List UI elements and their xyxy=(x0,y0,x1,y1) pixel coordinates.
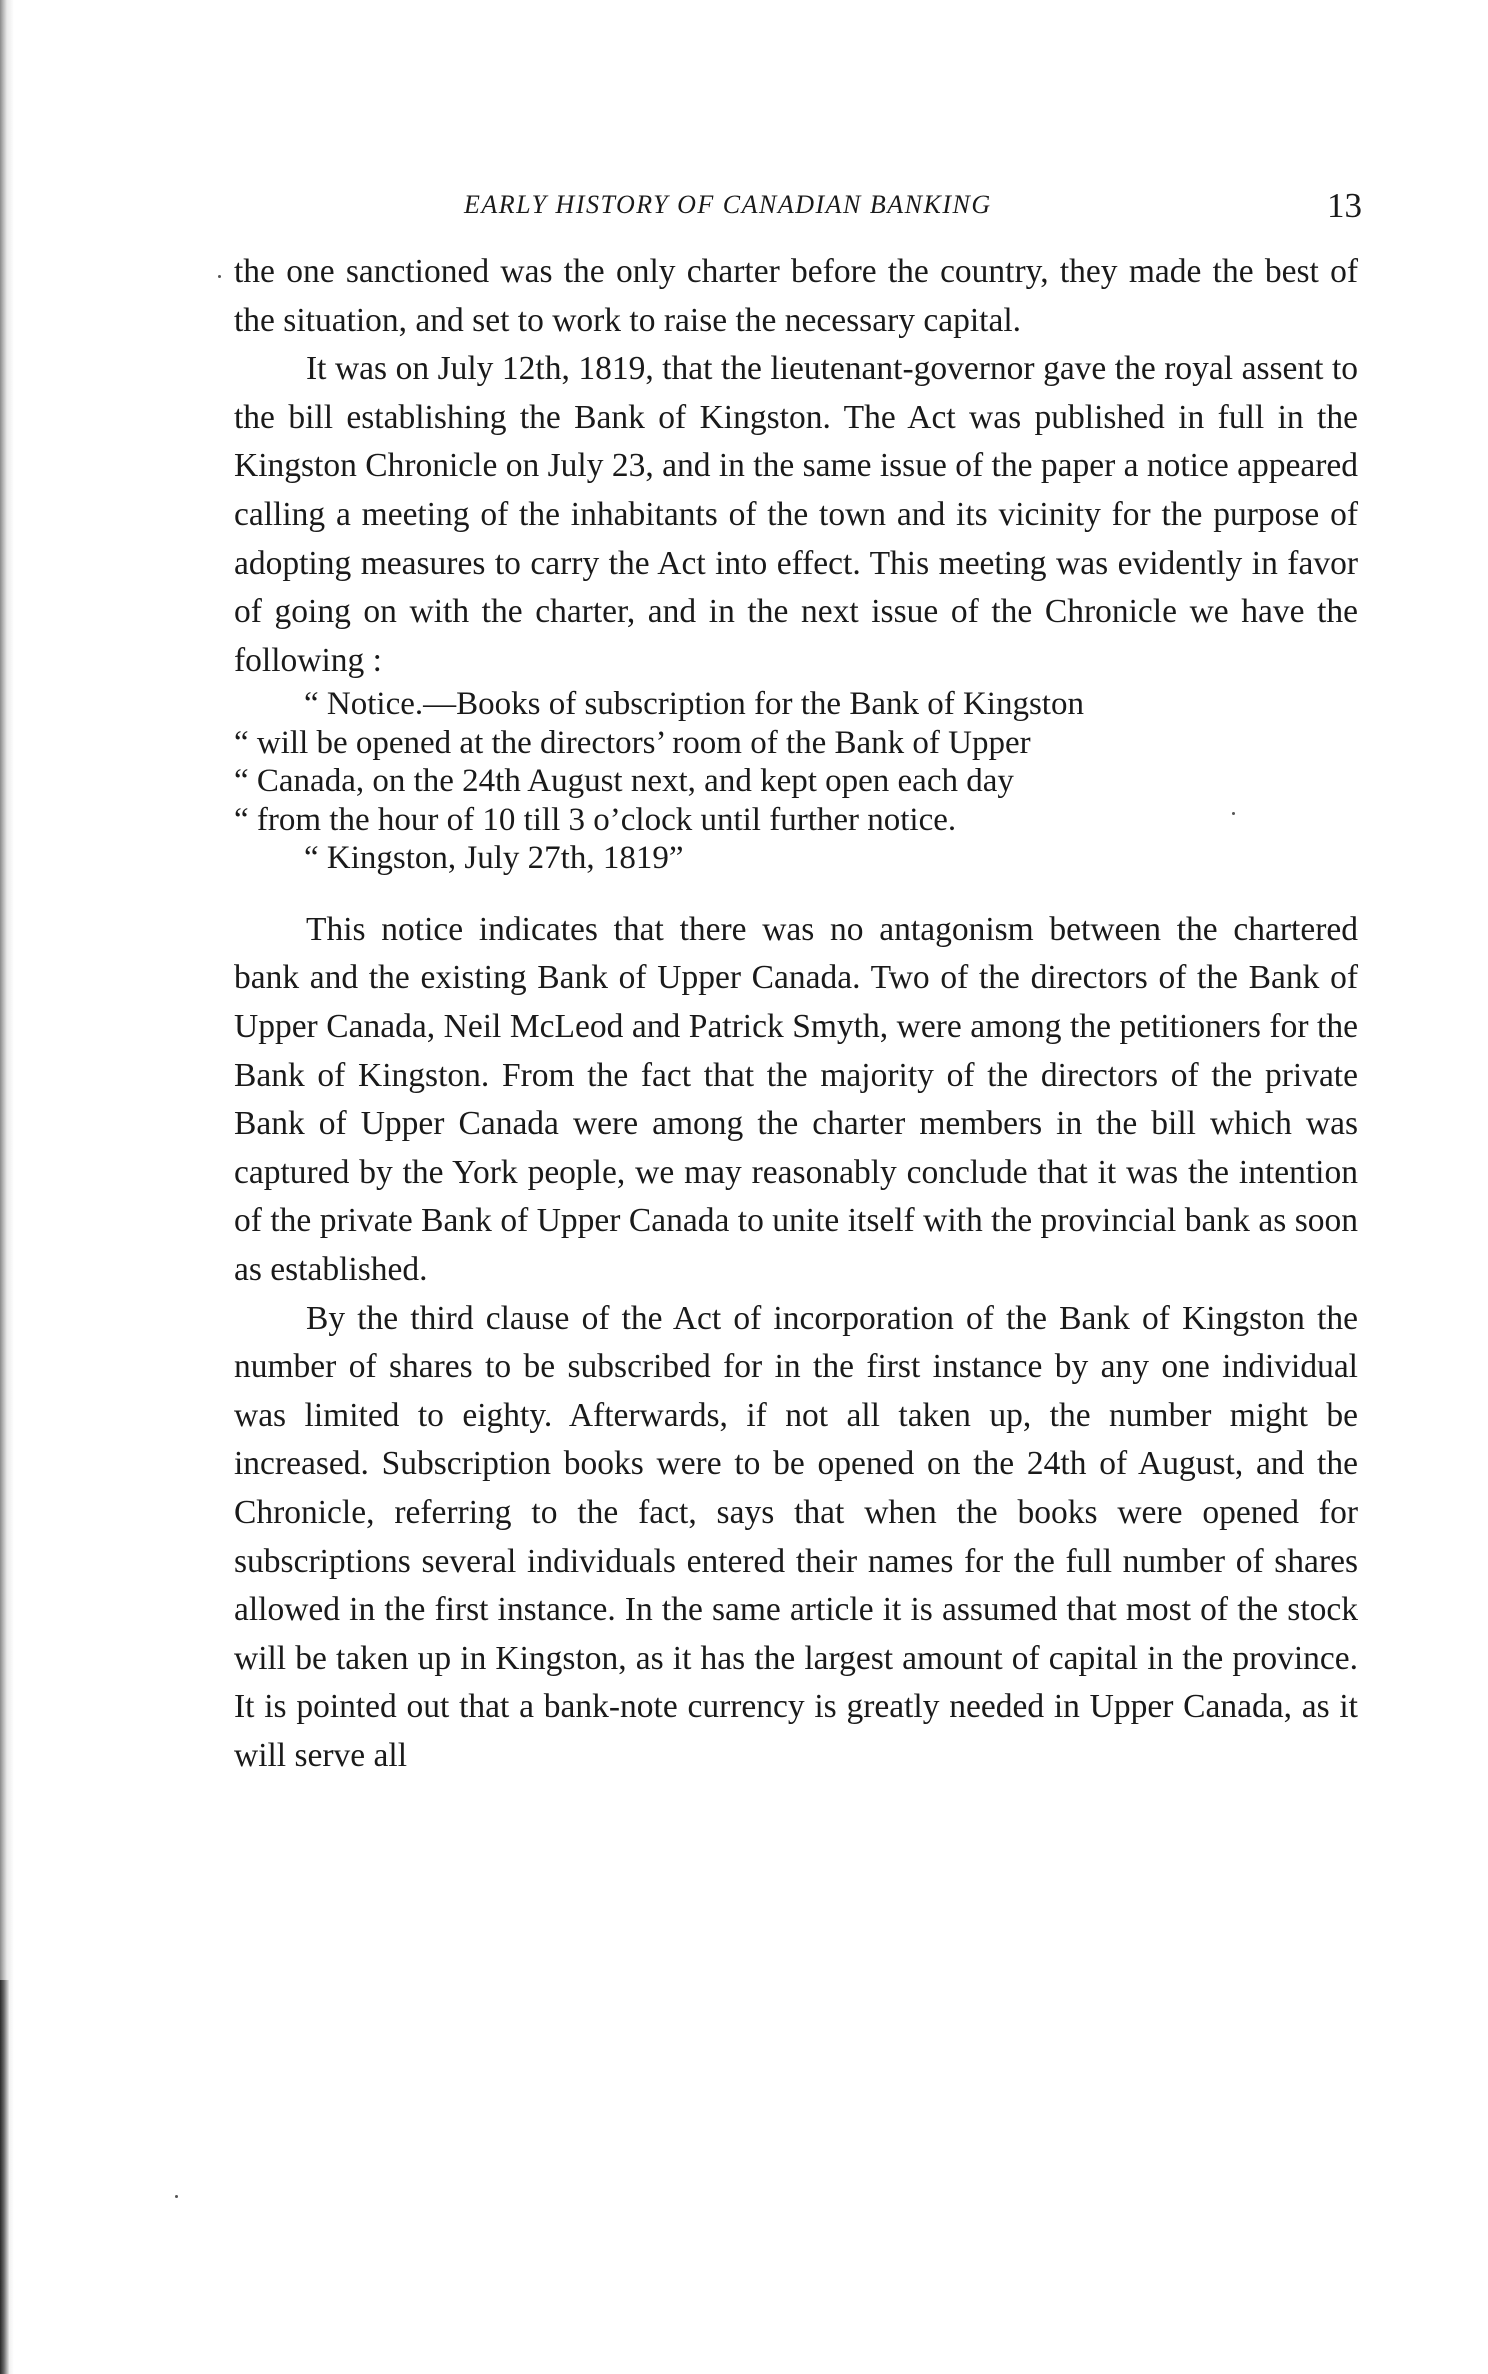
quote-signature: “ Kingston, July 27th, 1819” xyxy=(304,840,684,877)
running-head: EARLY HISTORY OF CANADIAN BANKING xyxy=(464,190,992,219)
section-gap xyxy=(234,878,1358,906)
scanned-binding-shadow xyxy=(0,1980,10,2374)
scan-speck xyxy=(175,2195,178,2198)
page-header xyxy=(234,186,1364,232)
paragraph-third-clause: By the third clause of the Act of incorporation of the Bank of Kingston the number of shares to be subscribed for in the first instance by any one individual was limited to eighty. Afterwards, if not all taken up, the number might be increased. Subscription books were to be opened on the 24th of August, and the Chronicle, referring to the fact, says that when the books were opened for subscriptions several individuals entered their names for the full number of shares allowed in the first instance. In the same article it is assumed that most of the stock will be taken up in Kingston, as it has the largest amount of capital in the province. It is pointed out that a bank-note currency is greatly needed in Upper Canada, as it will serve all xyxy=(234,1299,1358,1774)
quote-line: “ from the hour of 10 till 3 o’clock until further notice. xyxy=(234,801,957,838)
scan-speck xyxy=(1232,812,1235,815)
paragraph-continued: the one sanctioned was the only charter before the country, they made the best of the situation, and set to work to raise the necessary capital. xyxy=(234,253,1358,339)
quote-line: “ Canada, on the 24th August next, and kept open each day xyxy=(234,763,1014,800)
paragraph-no-antagonism: This notice indicates that there was no antagonism between the chartered bank and the existing Bank of Upper Canada. Two of the directors of the Bank of Upper Canada, Neil McLeod and Patrick Smyth, were among the petitioners for the Bank of Kingston. From the fact that the majority of the directors of the private Bank of Upper Canada were among the charter members in the bill which was captured by the York people, we may reasonably conclude that it was the intention of the private Bank of Upper Canada to unite itself with the provincial bank as soon as established. xyxy=(234,910,1358,1288)
quote-line: “ will be opened at the directors’ room of the Bank of Upper xyxy=(234,724,1031,761)
quote-line: “ Notice.—Books of subscription for the Bank of Kingston xyxy=(304,686,1084,723)
page-number: 13 xyxy=(1327,186,1362,225)
scan-speck xyxy=(218,275,221,278)
notice-quote xyxy=(234,685,1358,878)
page-body xyxy=(234,248,1358,1781)
paragraph-royal-assent: It was on July 12th, 1819, that the lieutenant-governor gave the royal assent to the bill establishing the Bank of Kingston. The Act was published in full in the Kingston Chronicle on July 23, and in the same issue of the paper a notice appeared calling a meeting of the inhabitants of the town and its vicinity for the purpose of adopting measures to carry the Act into effect. This meeting was evidently in favor of going on with the charter, and in the next issue of the Chronicle we have the following : xyxy=(234,350,1358,679)
